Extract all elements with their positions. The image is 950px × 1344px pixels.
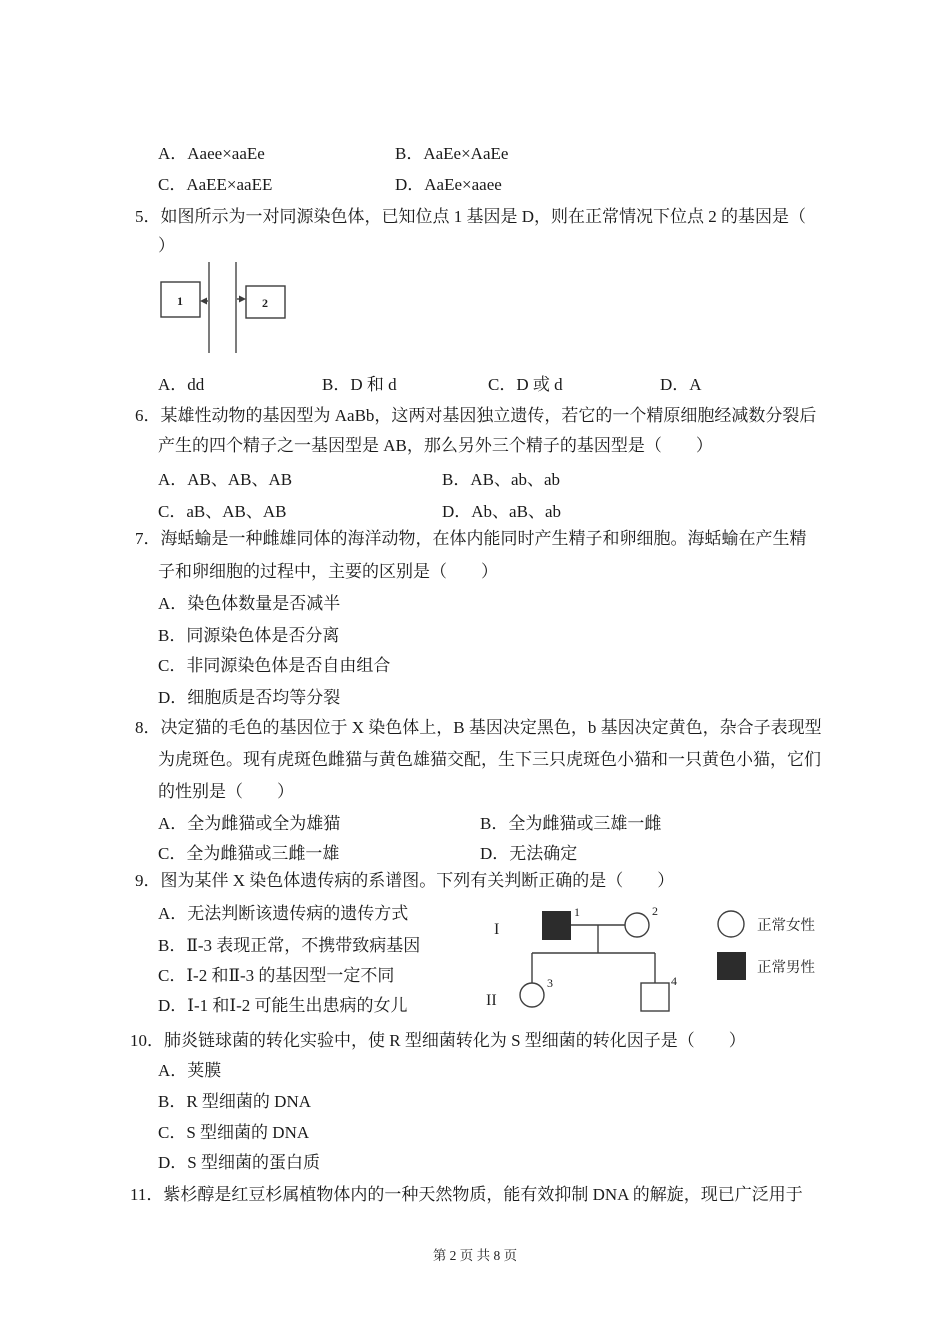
q8-option-c: C．全为雌猫或三雌一雄 <box>158 844 340 863</box>
q5-option-a: A．dd <box>158 375 205 394</box>
q6-stem-cont: 产生的四个精子之一基因型是 AB，那么另外三个精子的基因型是（ ） <box>158 436 713 455</box>
q5-option-d: D．A <box>660 375 702 394</box>
q8-option-b: B．全为雌猫或三雄一雌 <box>480 814 662 833</box>
q6-option-d: D．Ab、aB、ab <box>442 502 561 521</box>
pedigree-individual-3-circle <box>520 983 544 1007</box>
legend-female-circle <box>718 911 744 937</box>
generation-2-label: II <box>486 992 497 1009</box>
q10-option-a: A．荚膜 <box>158 1061 222 1080</box>
q11-stem: 11．紫杉醇是红豆杉属植物体内的一种天然物质，能有效抑制 DNA 的解旋，现已广泛用于 <box>130 1185 803 1204</box>
q4-option-c: C．AaEE×aaEE <box>158 175 273 194</box>
q8-stem-cont1: 为虎斑色。现有虎斑色雌猫与黄色雄猫交配，生下三只虎斑色小猫和一只黄色小猫，它们 <box>158 750 821 769</box>
q6-option-a: A．AB、AB、AB <box>158 470 293 489</box>
pedigree-individual-2-circle <box>625 913 649 937</box>
page-footer: 第 2 页 共 8 页 <box>432 1248 518 1263</box>
q8-stem-cont2: 的性别是（ ） <box>158 782 294 801</box>
pedigree-individual-1-square <box>542 911 571 940</box>
q4-option-b: B．AaEe×AaEe <box>395 144 509 163</box>
q7-option-a: A．染色体数量是否减半 <box>158 594 341 613</box>
q5-stem-cont: ） <box>158 236 175 255</box>
q8-stem: 8．决定猫的毛色的基因位于 X 染色体上，B 基因决定黑色，b 基因决定黄色，杂合子表现型 <box>135 718 822 737</box>
q9-option-c: C．Ⅰ-2 和Ⅱ-3 的基因型一定不同 <box>158 966 395 985</box>
pedigree-individual-4-square <box>641 983 669 1011</box>
q7-stem: 7．海蛞蝓是一种雌雄同体的海洋动物，在体内能同时产生精子和卵细胞。海蛞蝓在产生精 <box>135 529 807 548</box>
q4-option-a: A．Aaee×aaEe <box>158 144 265 163</box>
individual-4-label: 4 <box>671 974 677 988</box>
q5-option-b: B．D 和 d <box>322 375 397 394</box>
q6-option-c: C．aB、AB、AB <box>158 502 287 521</box>
individual-2-label: 2 <box>652 904 658 918</box>
locus2-arrowhead-icon <box>239 296 246 303</box>
q9-option-b: B．Ⅱ-3 表现正常，不携带致病基因 <box>158 936 421 955</box>
q10-stem: 10．肺炎链球菌的转化实验中，使 R 型细菌转化为 S 型细菌的转化因子是（ ） <box>130 1031 746 1050</box>
q4-option-d: D．AaEe×aaee <box>395 175 502 194</box>
q5-stem: 5．如图所示为一对同源染色体，已知位点 1 基因是 D，则在正常情况下位点 2 的基因是（ <box>135 207 807 226</box>
q7-option-c: C．非同源染色体是否自由组合 <box>158 656 391 675</box>
individual-1-label: 1 <box>574 905 580 919</box>
q9-stem: 9．图为某伴 X 染色体遗传病的系谱图。下列有关判断正确的是（ ） <box>135 871 675 890</box>
locus2-label: 2 <box>262 296 268 310</box>
q10-option-b: B．R 型细菌的 DNA <box>158 1092 312 1111</box>
locus1-arrowhead-icon <box>200 298 207 305</box>
q10-option-d: D．S 型细菌的蛋白质 <box>158 1153 320 1172</box>
q7-option-d: D．细胞质是否均等分裂 <box>158 688 341 707</box>
generation-1-label: I <box>494 921 500 938</box>
q5-option-c: C．D 或 d <box>488 375 563 394</box>
q9-option-d: D．Ⅰ-1 和Ⅰ-2 可能生出患病的女儿 <box>158 996 408 1015</box>
individual-3-label: 3 <box>547 976 553 990</box>
q10-option-c: C．S 型细菌的 DNA <box>158 1123 310 1142</box>
q5-chromosome-figure <box>150 258 295 358</box>
legend-female-label: 正常女性 <box>757 918 815 934</box>
q7-stem-cont: 子和卵细胞的过程中，主要的区别是（ ） <box>158 562 498 581</box>
q8-option-d: D．无法确定 <box>480 844 578 863</box>
q9-option-a: A．无法判断该遗传病的遗传方式 <box>158 904 409 923</box>
q6-option-b: B．AB、ab、ab <box>442 470 561 489</box>
legend-male-label: 正常男性 <box>757 960 815 976</box>
q7-option-b: B．同源染色体是否分离 <box>158 626 340 645</box>
legend-male-square <box>717 952 746 980</box>
q8-option-a: A．全为雌猫或全为雄猫 <box>158 814 341 833</box>
locus1-label: 1 <box>177 294 183 308</box>
q6-stem: 6．某雄性动物的基因型为 AaBb，这两对基因独立遗传，若它的一个精原细胞经减数分裂后 <box>135 406 817 425</box>
q9-pedigree-figure <box>480 895 840 1025</box>
